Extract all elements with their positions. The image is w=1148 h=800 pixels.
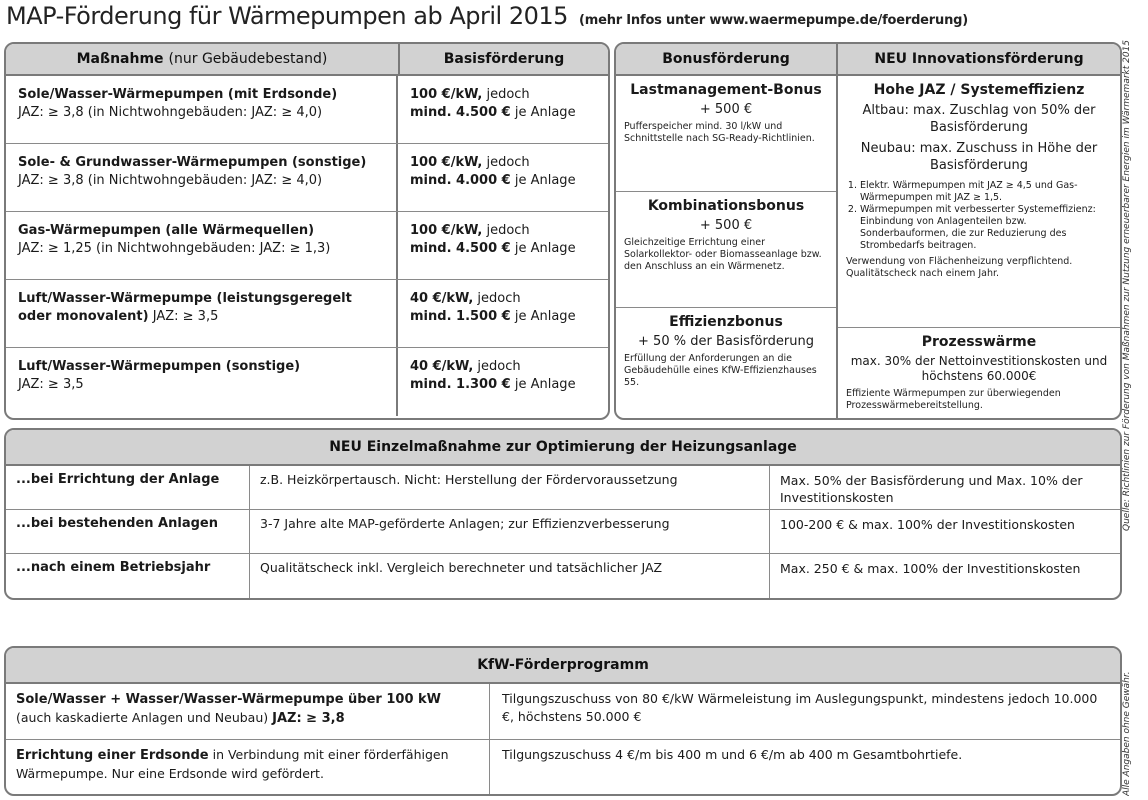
einzel-amount: Max. 50% der Basisförderung und Max. 10% der Investitionskosten [780, 473, 1083, 505]
header-innovationsfoerderung: NEU Innovationsförderung [874, 51, 1084, 67]
innovation-note-3: Verwendung von Flächenheizung verpflichtend. Qualitätscheck nach einem Jahr. [846, 256, 1073, 279]
table-row [6, 510, 1120, 554]
measure-jaz: JAZ: ≥ 3,8 (in Nichtwohngebäuden: JAZ: ≥ 4,0) [18, 173, 323, 188]
table-row [6, 212, 608, 280]
rate-suffix: jedoch [486, 155, 530, 170]
minimum-suffix: je Anlage [514, 241, 576, 256]
rate-suffix: jedoch [486, 223, 530, 238]
prozess-text: Effiziente Wärmepumpen zur überwiegenden Prozesswärmebereitstellung. [846, 388, 1061, 411]
measure-jaz: JAZ: ≥ 3,8 (in Nichtwohngebäuden: JAZ: ≥ 4,0) [18, 105, 323, 120]
side-disclaimer: Alle Angaben ohne Gewähr. [1122, 671, 1132, 796]
bonus-header [616, 44, 1120, 76]
einzelmassnahme-table [4, 428, 1122, 600]
effizienz-title: Effizienzbonus [669, 314, 783, 330]
effizienz-amount: + 50 % der Basisförderung [638, 334, 814, 349]
kfw-detail: in Verbindung mit einer förderfähigen Wärmepumpe. Nur eine Erdsonde wird gefördert. [16, 747, 449, 781]
rate: 100 €/kW, [410, 155, 483, 170]
rate: 100 €/kW, [410, 87, 483, 102]
kfw-support: Tilgungszuschuss 4 €/m bis 400 m und 6 €/m ab 400 m Gesamtbohrtiefe. [502, 747, 963, 762]
einzel-header: NEU Einzelmaßnahme zur Optimierung der Heizungsanlage [6, 430, 1120, 466]
measure-jaz: JAZ: ≥ 3,5 [18, 377, 84, 392]
rate: 40 €/kW, [410, 291, 474, 306]
innovation-note-1: 1. Elektr. Wärmepumpen mit JAZ ≥ 4,5 und Gas-Wärmepumpen mit JAZ ≥ 1,5. [860, 180, 1112, 204]
side-source: Quelle: Richtlinien zur Förderung von Maßnahmen zur Nutzung erneuerbarer Energien im Wärmemarkt 2015 [1122, 40, 1132, 532]
basisfoerderung-table [4, 42, 610, 420]
header-massnahme-note: (nur Gebäudebestand) [168, 51, 328, 67]
einzel-when: ...nach einem Betriebsjahr [6, 554, 250, 598]
minimum: mind. 4.500 € [410, 241, 511, 256]
innovation-note-2: 2. Wärmepumpen mit verbesserter Systemeffizienz: Einbindung von Anlagenteilen bzw. Sonderbauformen, die zur Reduzierung des Strombedarfs beitragen. [860, 204, 1112, 252]
kfw-title: Errichtung einer Erdsonde [16, 748, 209, 763]
title-sub: (mehr Infos unter www.waermepumpe.de/foerderung) [579, 13, 968, 28]
measure-title: Sole- & Grundwasser-Wärmepumpen (sonstige) [18, 155, 367, 170]
minimum-suffix: je Anlage [514, 377, 576, 392]
kfw-support: Tilgungszuschuss von 80 €/kW Wärmeleistung im Auslegungspunkt, mindestens jedoch 10.000 €, höchstens 50.000 € [502, 691, 1098, 724]
measure-title: Sole/Wasser-Wärmepumpen (mit Erdsonde) [18, 87, 338, 102]
einzel-amount: Max. 250 € & max. 100% der Investitionskosten [780, 561, 1081, 576]
side-note [1122, 40, 1146, 796]
header-massnahme [6, 44, 400, 74]
kfw-header: KfW-Förderprogramm [6, 648, 1120, 684]
einzel-what: Qualitätscheck inkl. Vergleich berechneter und tatsächlicher JAZ [250, 554, 770, 598]
einzel-when: ...bei bestehenden Anlagen [6, 510, 250, 553]
einzel-when: ...bei Errichtung der Anlage [6, 466, 250, 509]
header-basisfoerderung: Basisförderung [443, 51, 565, 67]
kombinationsbonus [616, 192, 836, 308]
kombination-amount: + 500 € [699, 218, 753, 233]
measure-jaz: JAZ: ≥ 3,5 [152, 309, 219, 324]
innovation-altbau: Altbau: max. Zuschlag von 50% der Basisförderung [862, 103, 1096, 135]
header-massnahme-label: Maßnahme [76, 51, 164, 67]
rate: 40 €/kW, [410, 359, 474, 374]
einzel-what: z.B. Heizkörpertausch. Nicht: Herstellung der Fördervoraussetzung [250, 466, 770, 509]
lastmanagement-amount: + 500 € [699, 102, 753, 117]
table-row [6, 684, 1120, 740]
minimum-suffix: je Anlage [514, 105, 576, 120]
page-title [6, 2, 1126, 32]
table-row [6, 348, 608, 416]
table-header [6, 44, 608, 76]
lastmanagement-title: Lastmanagement-Bonus [630, 82, 822, 98]
kfw-detail: (auch kaskadierte Anlagen und Neubau) [16, 710, 269, 725]
bonus-innovation-table [614, 42, 1122, 420]
effizienzbonus [616, 308, 836, 418]
rate: 100 €/kW, [410, 223, 483, 238]
table-row [6, 740, 1120, 796]
innovation-neubau: Neubau: max. Zuschuss in Höhe der Basisförderung [860, 141, 1098, 173]
minimum-suffix: je Anlage [514, 173, 576, 188]
lastmanagement-text: Pufferspeicher mind. 30 l/kW und Schnittstelle nach SG-Ready-Richtlinien. [624, 121, 815, 144]
minimum: mind. 1.500 € [410, 309, 511, 324]
kfw-title: Sole/Wasser + Wasser/Wasser-Wärmepumpe über 100 kW [16, 692, 442, 707]
rate-suffix: jedoch [486, 87, 530, 102]
table-row [6, 144, 608, 212]
table-row [6, 466, 1120, 510]
kfw-jaz: JAZ: ≥ 3,8 [272, 711, 345, 726]
prozesswaerme [838, 328, 1120, 418]
einzel-what: 3-7 Jahre alte MAP-geförderte Anlagen; zur Effizienzverbesserung [250, 510, 770, 553]
minimum: mind. 4.000 € [410, 173, 511, 188]
table-row [6, 554, 1120, 598]
minimum: mind. 4.500 € [410, 105, 511, 120]
measure-title: Luft/Wasser-Wärmepumpen (sonstige) [18, 359, 301, 374]
minimum: mind. 1.300 € [410, 377, 511, 392]
minimum-suffix: je Anlage [514, 309, 576, 324]
kfw-table [4, 646, 1122, 796]
prozess-title: Prozesswärme [921, 334, 1037, 350]
innovation-title: Hohe JAZ / Systemeffizienz [873, 82, 1085, 98]
measure-title: Luft/Wasser-Wärmepumpe (leistungsgeregelt oder monovalent) [18, 291, 352, 324]
kombination-title: Kombinationsbonus [647, 198, 805, 214]
header-bonusfoerderung: Bonusförderung [616, 44, 838, 74]
table-row [6, 76, 608, 144]
table-row [6, 280, 608, 348]
lastmanagement-bonus [616, 76, 836, 192]
title-main: MAP-Förderung für Wärmepumpen ab April 2015 [6, 2, 568, 30]
measure-title: Gas-Wärmepumpen (alle Wärmequellen) [18, 223, 315, 238]
kombination-text: Gleichzeitige Errichtung einer Solarkollektor- oder Biomasseanlage bzw. den Anschluss an ein Wärmenetz. [624, 237, 822, 272]
einzel-amount: 100-200 € & max. 100% der Investitionskosten [780, 517, 1075, 532]
rate-suffix: jedoch [477, 359, 521, 374]
prozess-amount: max. 30% der Nettoinvestitionskosten und höchstens 60.000€ [850, 354, 1108, 383]
rate-suffix: jedoch [477, 291, 521, 306]
measure-jaz: JAZ: ≥ 1,25 (in Nichtwohngebäuden: JAZ: ≥ 1,3) [18, 241, 331, 256]
effizienz-text: Erfüllung der Anforderungen an die Gebäudehülle eines KfW-Effizienzhauses 55. [624, 353, 817, 388]
innovation-jaz [838, 76, 1120, 328]
